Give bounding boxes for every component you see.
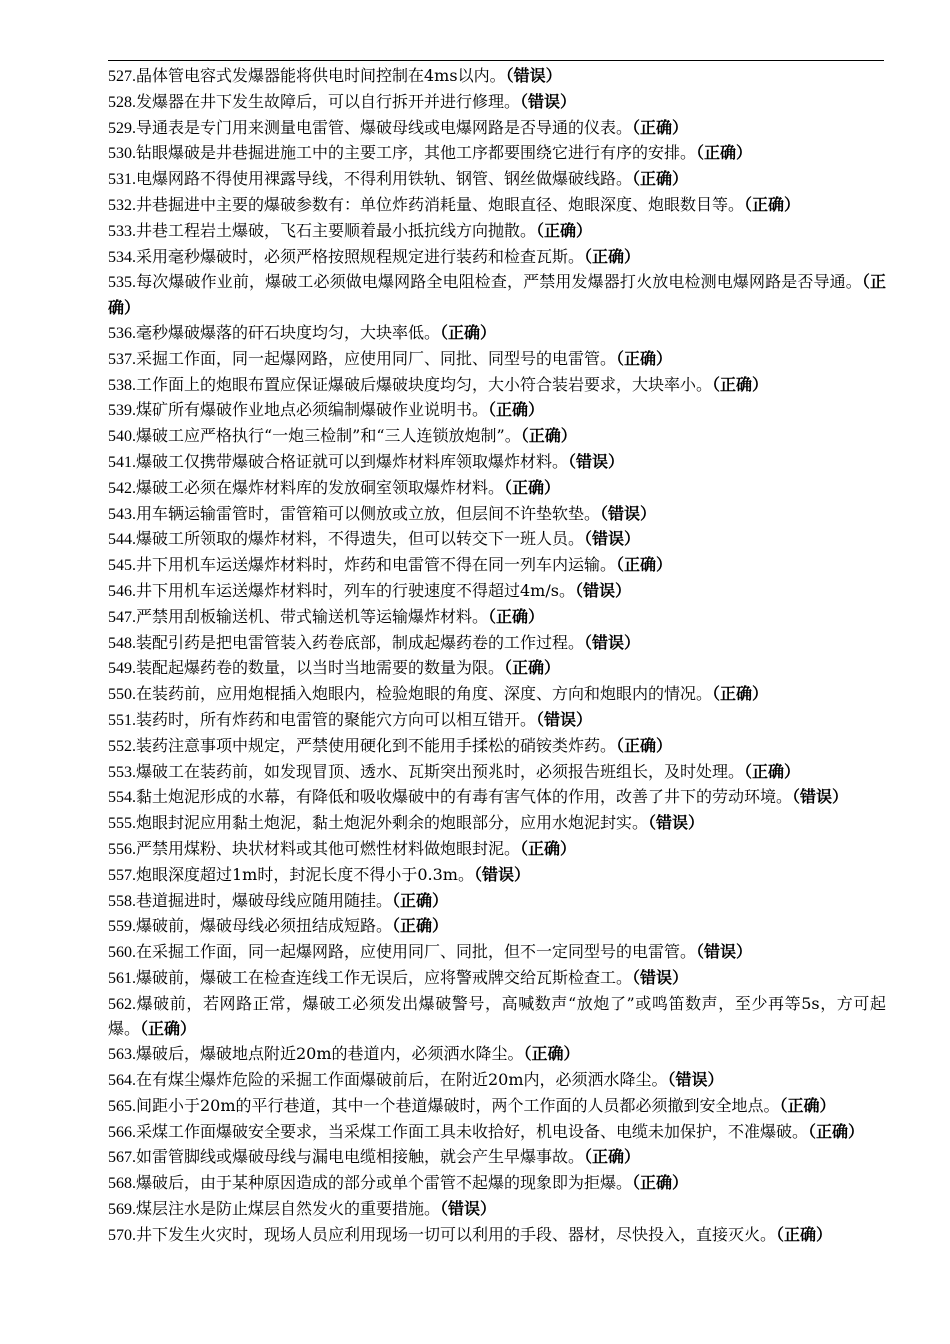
question-answer: （正确） (616, 555, 673, 575)
question-answer: （错误） (792, 787, 849, 807)
question-number: 538. (108, 376, 136, 394)
question-item (108, 1094, 886, 1120)
question-text: 煤层注水是防止煤层自然发火的重要措施。 (136, 1199, 441, 1219)
question-text: 如雷管脚线或爆破母线与漏电电缆相接触，就会产生早爆事故。 (136, 1147, 585, 1167)
question-answer: （正确） (520, 838, 577, 858)
question-answer: （正确） (744, 761, 801, 781)
question-text: 炮眼深度超过1m时，封泥长度不得小于0.3m。 (136, 864, 474, 884)
question-answer: （正确） (712, 374, 769, 394)
question-number: 537. (108, 350, 136, 368)
question-answer: （正确） (488, 606, 545, 626)
question-number: 569. (108, 1201, 136, 1219)
question-item (108, 321, 886, 347)
question-item (108, 553, 886, 579)
question-number: 556. (108, 840, 136, 858)
question-text: 爆破前，爆破母线必须扭结成短路。 (136, 916, 393, 936)
question-answer: （正确） (488, 400, 545, 420)
question-number: 530. (108, 145, 136, 163)
question-text: 爆破工仅携带爆破合格证就可以到爆炸材料库领取爆炸材料。 (136, 451, 569, 471)
question-item (108, 64, 886, 90)
question-number: 549. (108, 660, 136, 678)
question-text: 装药注意事项中规定，严禁使用硬化到不能用手揉松的硝铵类炸药。 (136, 735, 617, 755)
question-answer: （正确） (584, 1147, 641, 1167)
question-text: 装配引药是把电雷管装入药卷底部，制成起爆药卷的工作过程。 (136, 632, 585, 652)
question-number: 562. (108, 995, 136, 1013)
question-answer: （正确） (440, 322, 497, 342)
question-item (108, 1223, 886, 1249)
question-text: 间距小于20m的平行巷道，其中一个巷道爆破时，两个工作面的人员都必须撤到安全地点。 (136, 1095, 780, 1115)
question-item (108, 1120, 886, 1146)
question-text: 钻眼爆破是井巷掘进施工中的主要工序，其他工序都要围绕它进行有序的安排。 (136, 143, 697, 163)
question-text: 爆破工所领取的爆炸材料，不得遗失，但可以转交下一班人员。 (136, 529, 585, 549)
question-number: 547. (108, 608, 136, 626)
question-answer: （正确） (584, 246, 641, 266)
question-number: 527. (108, 68, 136, 85)
question-number: 528. (108, 93, 136, 111)
question-number: 555. (108, 815, 136, 833)
question-answer: （错误） (574, 580, 631, 600)
question-item (108, 373, 886, 399)
question-number: 544. (108, 531, 136, 549)
question-answer: （错误） (536, 709, 593, 729)
question-number: 552. (108, 737, 136, 755)
question-text: 井巷工程岩土爆破，飞石主要顺着最小抵抗线方向抛散。 (136, 220, 537, 240)
question-answer: （错误） (584, 529, 641, 549)
question-item (108, 682, 886, 708)
question-answer: （正确） (140, 1019, 197, 1039)
question-item (108, 502, 886, 528)
question-answer: （错误） (600, 503, 657, 523)
question-number: 529. (108, 119, 136, 137)
question-text: 井下用机车运送爆炸材料时，炸药和电雷管不得在同一列车内运输。 (136, 555, 617, 575)
question-item (108, 527, 886, 553)
question-answer: （错误） (440, 1199, 497, 1219)
question-text: 黏土炮泥形成的水幕，有降低和吸收爆破中的有毒有害气体的作用，改善了井下的劳动环境。 (136, 787, 793, 807)
question-text: 采掘工作面，同一起爆网路，应使用同厂、同批、同型号的电雷管。 (136, 348, 617, 368)
question-answer: （错误） (648, 813, 705, 833)
question-item (108, 90, 886, 116)
question-number: 558. (108, 892, 136, 910)
question-number: 557. (108, 866, 136, 884)
question-answer: （错误） (632, 967, 689, 987)
question-item (108, 1042, 886, 1068)
question-item (108, 193, 886, 219)
question-number: 550. (108, 686, 136, 704)
question-item (108, 1171, 886, 1197)
question-answer: （正确） (779, 1095, 836, 1115)
question-item (108, 889, 886, 915)
question-number: 554. (108, 789, 136, 807)
question-answer: （错误） (520, 91, 577, 111)
question-list (108, 64, 886, 1249)
question-text: 用车辆运输雷管时，雷管箱可以侧放或立放，但层间不许垫软垫。 (136, 503, 601, 523)
question-number: 553. (108, 763, 136, 781)
question-text: 晶体管电容式发爆器能将供电时间控制在4ms以内。 (136, 66, 506, 85)
question-number: 532. (108, 196, 136, 214)
question-item (108, 785, 886, 811)
question-text: 井巷掘进中主要的爆破参数有：单位炸药消耗量、炮眼直径、炮眼深度、炮眼数目等。 (136, 194, 745, 214)
question-number: 566. (108, 1123, 136, 1141)
question-number: 567. (108, 1149, 136, 1167)
question-number: 563. (108, 1046, 136, 1064)
question-answer: （正确） (776, 1224, 833, 1244)
question-item (108, 398, 886, 424)
question-text: 爆破前，爆破工在检查连线工作无误后，应将警戒牌交给瓦斯检查工。 (136, 967, 633, 987)
question-text: 电爆网路不得使用裸露导线，不得利用铁轨、钢管、钢丝做爆破线路。 (136, 169, 633, 189)
question-text: 井下发生火灾时，现场人员应利用现场一切可以利用的手段、器材，尽快投入，直接灭火。 (136, 1224, 777, 1244)
question-text: 井下用机车运送爆炸材料时，列车的行驶速度不得超过4m/s。 (136, 580, 575, 600)
question-item (108, 245, 886, 271)
question-number: 542. (108, 479, 136, 497)
question-text: 爆破后，由于某种原因造成的部分或单个雷管不起爆的现象即为拒爆。 (136, 1173, 633, 1193)
question-item (108, 1145, 886, 1171)
question-number: 545. (108, 557, 136, 575)
question-answer: （正确） (504, 658, 561, 678)
question-item (108, 914, 886, 940)
question-answer: （正确） (744, 194, 801, 214)
question-text: 在采掘工作面，同一起爆网路，应使用同厂、同批，但不一定同型号的电雷管。 (136, 942, 697, 962)
question-answer: （正确） (536, 220, 593, 240)
question-number: 559. (108, 918, 136, 936)
question-item (108, 579, 886, 605)
question-item (108, 863, 886, 889)
question-item (108, 708, 886, 734)
question-item (108, 1197, 886, 1223)
question-answer: （正确） (392, 890, 449, 910)
question-text: 采用毫秒爆破时，必须严格按照规程规定进行装药和检查瓦斯。 (136, 246, 585, 266)
question-answer: （正确） (632, 169, 689, 189)
question-number: 541. (108, 453, 136, 471)
question-item (108, 760, 886, 786)
question-number: 548. (108, 634, 136, 652)
question-number: 546. (108, 582, 136, 600)
question-item (108, 347, 886, 373)
question-answer: （错误） (473, 864, 530, 884)
question-text: 巷道掘进时，爆破母线应随用随挂。 (136, 890, 393, 910)
question-text: 炮眼封泥应用黏土炮泥，黏土炮泥外剩余的炮眼部分，应用水炮泥封实。 (136, 813, 649, 833)
question-number: 540. (108, 428, 136, 446)
question-answer: （正确） (616, 348, 673, 368)
question-text: 毫秒爆破爆落的矸石块度均匀，大块率低。 (136, 322, 441, 342)
question-item (108, 476, 886, 502)
question-answer: （正确） (696, 143, 753, 163)
question-text: 工作面上的炮眼布置应保证爆破后爆破块度均匀，大小符合装岩要求，大块率小。 (136, 374, 713, 394)
question-answer: （错误） (505, 66, 562, 85)
question-item (108, 992, 886, 1043)
question-item (108, 141, 886, 167)
question-item (108, 734, 886, 760)
header-rule (108, 60, 884, 61)
question-text: 每次爆破作业前，爆破工必须做电爆网路全电阻检查，严禁用发爆器打火放电检测电爆网路是否导通。 (136, 272, 862, 292)
question-answer: （错误） (696, 942, 753, 962)
question-number: 564. (108, 1072, 136, 1090)
question-item (108, 605, 886, 631)
question-answer: （错误） (584, 632, 641, 652)
question-item (108, 940, 886, 966)
question-item (108, 450, 886, 476)
question-answer: （正确） (632, 1173, 689, 1193)
question-number: 534. (108, 248, 136, 266)
question-item (108, 116, 886, 142)
question-answer: （正确） (712, 684, 769, 704)
question-number: 533. (108, 222, 136, 240)
question-text: 装药时，所有炸药和电雷管的聚能穴方向可以相互错开。 (136, 709, 537, 729)
question-item (108, 811, 886, 837)
question-item (108, 631, 886, 657)
question-text: 装配起爆药卷的数量，以当时当地需要的数量为限。 (136, 658, 505, 678)
question-text: 爆破工在装药前，如发现冒顶、透水、瓦斯突出预兆时，必须报告班组长，及时处理。 (136, 761, 745, 781)
question-number: 536. (108, 324, 136, 342)
question-answer: （正确） (504, 477, 561, 497)
question-item (108, 424, 886, 450)
question-number: 535. (108, 274, 136, 292)
question-text: 发爆器在井下发生故障后，可以自行拆开并进行修理。 (136, 91, 521, 111)
question-text: 采煤工作面爆破安全要求，当采煤工作面工具未收拾好，机电设备、电缆未加保护，不准爆破。 (136, 1121, 809, 1141)
question-text: 爆破工必须在爆炸材料库的发放硐室领取爆炸材料。 (136, 477, 505, 497)
question-item (108, 219, 886, 245)
question-number: 539. (108, 402, 136, 420)
question-answer: （错误） (568, 451, 625, 471)
question-answer: （错误） (667, 1070, 724, 1090)
question-item (108, 966, 886, 992)
question-item (108, 656, 886, 682)
question-answer: （正确） (520, 426, 577, 446)
question-number: 570. (108, 1226, 136, 1244)
question-answer: （正确） (523, 1044, 580, 1064)
question-answer: （正确） (108, 272, 886, 318)
question-number: 531. (108, 171, 136, 189)
question-text: 爆破后，爆破地点附近20m的巷道内，必须洒水降尘。 (136, 1044, 524, 1064)
question-item (108, 1068, 886, 1094)
question-number: 560. (108, 944, 136, 962)
question-text: 在有煤尘爆炸危险的采掘工作面爆破前后，在附近20m内，必须洒水降尘。 (136, 1070, 668, 1090)
question-answer: （正确） (616, 735, 673, 755)
question-answer: （正确） (632, 117, 689, 137)
question-text: 严禁用煤粉、块状材料或其他可燃性材料做炮眼封泥。 (136, 838, 521, 858)
question-text: 在装药前，应用炮棍插入炮眼内，检验炮眼的角度、深度、方向和炮眼内的情况。 (136, 684, 713, 704)
question-item (108, 270, 886, 321)
question-answer: （正确） (392, 916, 449, 936)
question-answer: （正确） (808, 1121, 865, 1141)
question-number: 565. (108, 1097, 136, 1115)
question-text: 导通表是专门用来测量电雷管、爆破母线或电爆网路是否导通的仪表。 (136, 117, 633, 137)
question-number: 568. (108, 1175, 136, 1193)
question-text: 严禁用刮板输送机、带式输送机等运输爆炸材料。 (136, 606, 489, 626)
question-item (108, 837, 886, 863)
question-number: 561. (108, 969, 136, 987)
question-item (108, 167, 886, 193)
question-text: 煤矿所有爆破作业地点必须编制爆破作业说明书。 (136, 400, 489, 420)
question-number: 543. (108, 505, 136, 523)
question-text: 爆破工应严格执行“一炮三检制”和“三人连锁放炮制”。 (136, 426, 521, 446)
question-number: 551. (108, 711, 136, 729)
question-text: 爆破前，若网路正常，爆破工必须发出爆破警号，高喊数声“放炮了”或鸣笛数声，至少再等5s，方可起爆。 (108, 993, 886, 1039)
